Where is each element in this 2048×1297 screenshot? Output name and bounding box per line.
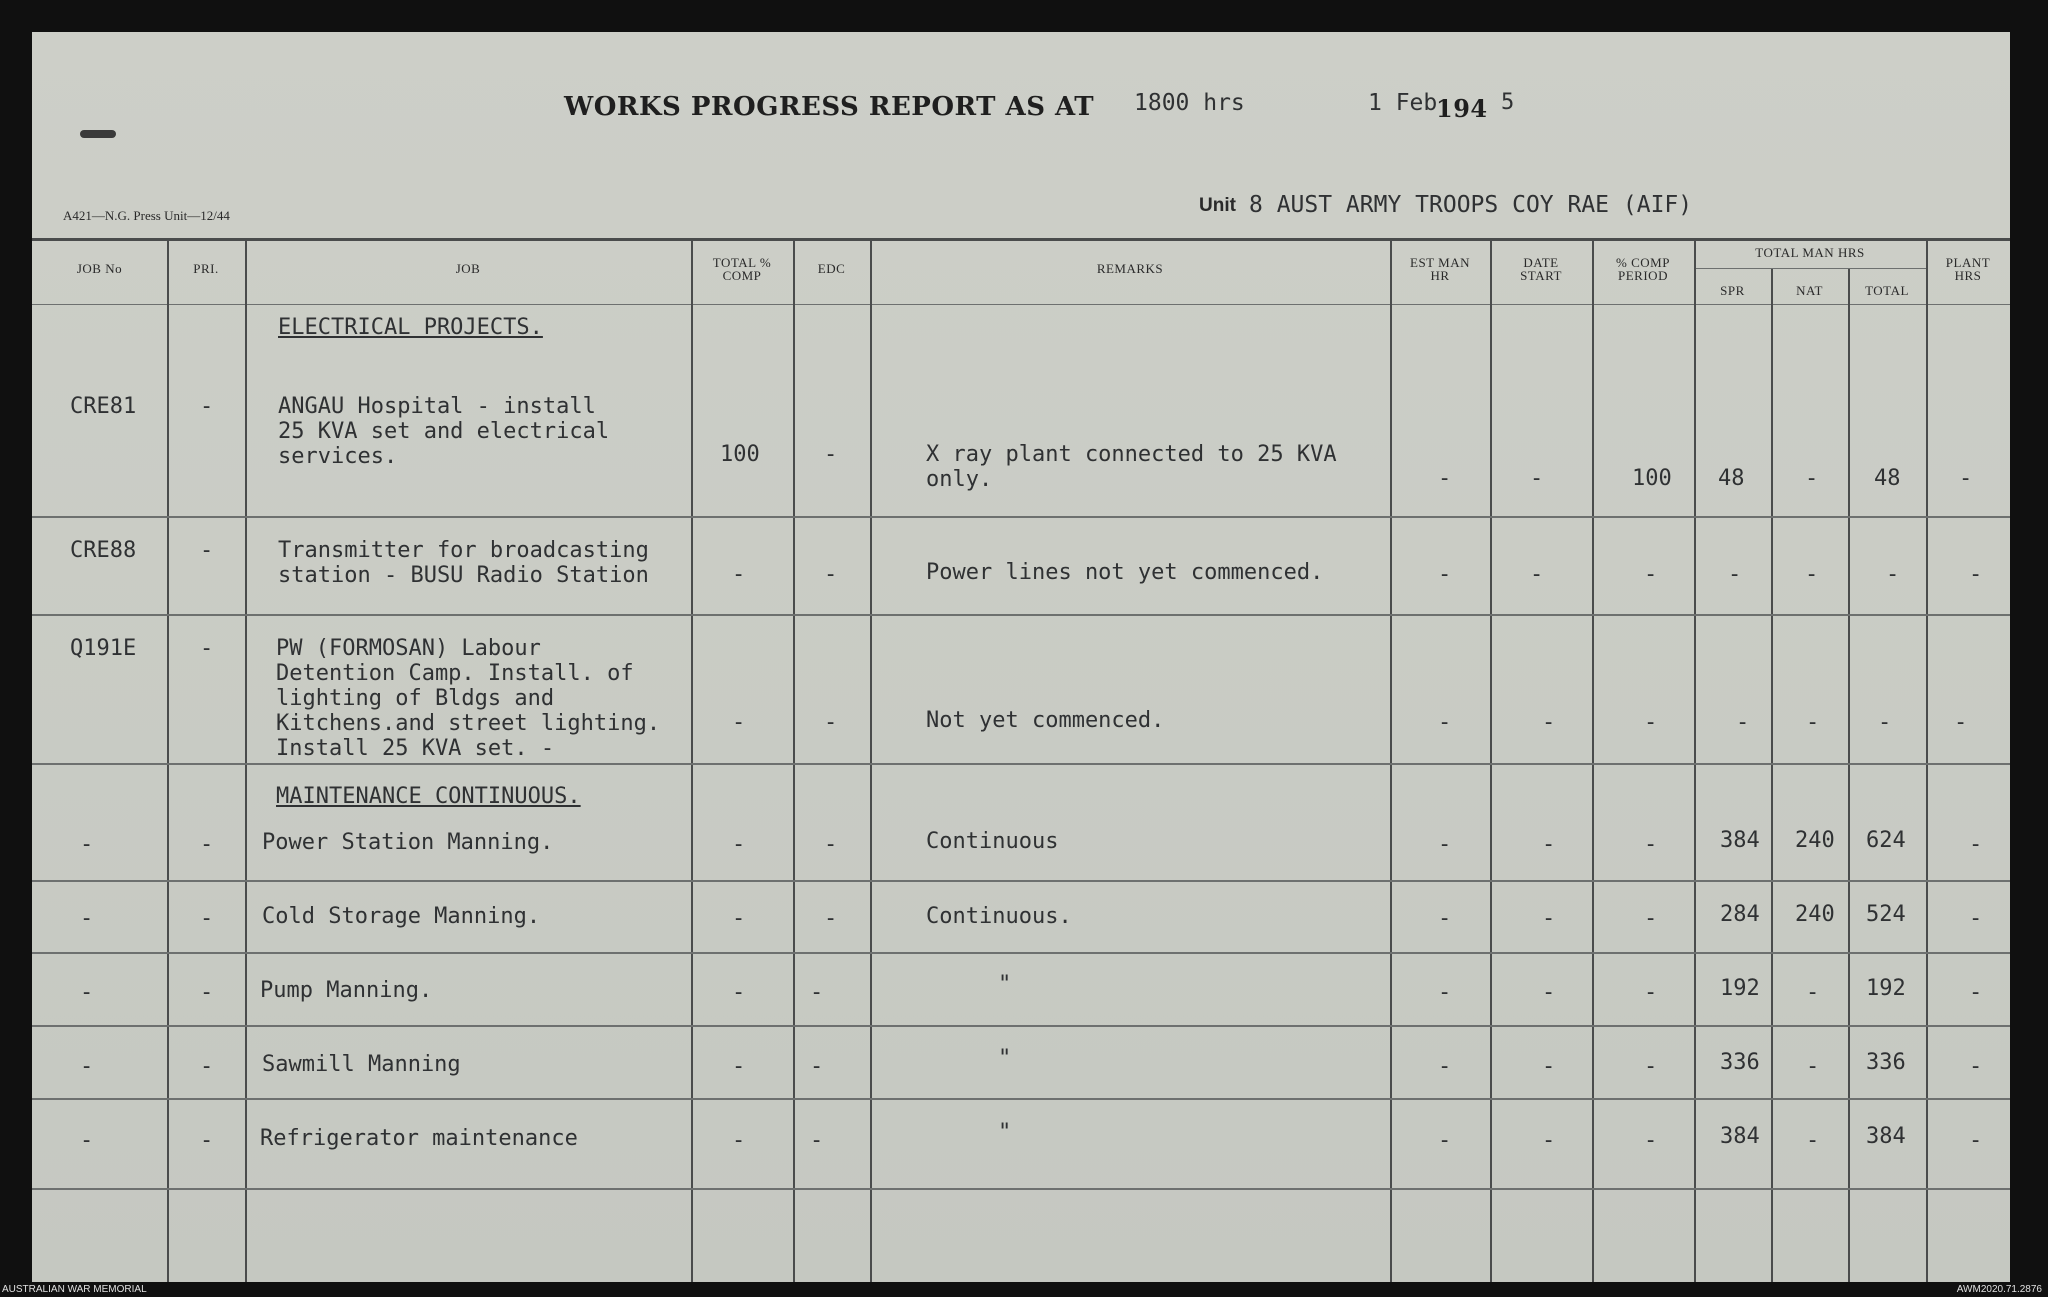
spr-hours: 48 — [1718, 466, 1745, 491]
total-comp: - — [732, 562, 746, 587]
col-job-no: JOB No — [76, 261, 123, 276]
job-line: station - BUSU Radio Station — [278, 563, 649, 588]
header-underline — [167, 304, 245, 305]
row-separator — [32, 1098, 2010, 1100]
job-description: Cold Storage Manning. — [262, 904, 541, 929]
nat-hours: 240 — [1795, 828, 1835, 853]
job-line: 25 KVA set and electrical — [278, 419, 610, 444]
plant-hours: - — [1954, 710, 1968, 735]
col-nat: NAT — [1796, 283, 1823, 298]
job-line: Detention Camp. Install. of — [276, 661, 634, 686]
est-man-hr: - — [1438, 980, 1452, 1005]
date-start: - — [1530, 466, 1544, 491]
row-separator — [32, 763, 2010, 765]
date-start: - — [1542, 832, 1556, 857]
remarks: Continuous. — [926, 904, 1072, 929]
remarks-line: only. — [926, 467, 993, 492]
spr-hours: 384 — [1720, 1124, 1760, 1149]
pct-comp-period: - — [1644, 832, 1658, 857]
header-underline — [870, 304, 1390, 305]
punch-mark — [80, 130, 116, 138]
header-underline — [245, 304, 691, 305]
col-edc: EDC — [817, 261, 846, 276]
job-no: - — [80, 1054, 94, 1079]
pct-comp-period: - — [1644, 710, 1658, 735]
row-separator — [32, 952, 2010, 954]
col-divider — [1771, 269, 1773, 1282]
total-hours: 48 — [1874, 466, 1901, 491]
col-pct-comp-line2: PERIOD — [1618, 268, 1668, 283]
plant-hours: - — [1969, 1128, 1983, 1153]
spr-hours: - — [1728, 562, 1742, 587]
job-line: PW (FORMOSAN) Labour — [276, 636, 541, 661]
job-no: CRE81 — [70, 394, 137, 419]
remarks: Power lines not yet commenced. — [926, 560, 1324, 585]
edc: - — [824, 710, 838, 735]
col-divider — [1694, 241, 1696, 1282]
est-man-hr: - — [1438, 710, 1452, 735]
priority: - — [200, 906, 214, 931]
date-start: - — [1542, 1054, 1556, 1079]
nat-hours: - — [1805, 466, 1819, 491]
report-date-day: 1 Feb — [1368, 90, 1438, 116]
edc: - — [810, 1128, 824, 1153]
total-comp: - — [732, 906, 746, 931]
col-total-comp-line2: COMP — [722, 268, 762, 283]
remarks — [926, 442, 1337, 492]
job-description — [278, 394, 609, 469]
date-start: - — [1542, 710, 1556, 735]
footer-institution: AUSTRALIAN WAR MEMORIAL — [2, 1284, 147, 1295]
unit-label: Unit — [1199, 195, 1236, 216]
total-hours: - — [1886, 562, 1900, 587]
priority: - — [200, 832, 214, 857]
total-hours: 524 — [1866, 902, 1906, 927]
col-date-start — [1490, 256, 1592, 282]
col-pri: PRI. — [193, 261, 219, 276]
job-line: Transmitter for broadcasting — [278, 538, 649, 563]
est-man-hr: - — [1438, 1054, 1452, 1079]
job-description: Refrigerator maintenance — [260, 1126, 578, 1151]
job-no: - — [80, 906, 94, 931]
col-pct-comp-line1: % COMP — [1616, 255, 1670, 270]
edc: - — [824, 832, 838, 857]
remarks: " — [998, 972, 1012, 997]
col-divider — [1390, 241, 1392, 1282]
nat-hours: - — [1805, 562, 1819, 587]
pct-comp-period: 100 — [1632, 466, 1672, 491]
est-man-hr: - — [1438, 466, 1452, 491]
job-description: Power Station Manning. — [262, 830, 554, 855]
date-start: - — [1542, 906, 1556, 931]
header-underline — [793, 304, 870, 305]
col-divider — [793, 241, 795, 1282]
col-total-comp-line1: TOTAL % — [712, 255, 772, 270]
row-separator — [32, 1025, 2010, 1027]
header-underline — [691, 304, 793, 305]
col-plant-line1: PLANT — [1945, 255, 1991, 270]
remarks-line: X ray plant connected to 25 KVA — [926, 442, 1337, 467]
est-man-hr: - — [1438, 832, 1452, 857]
remarks: " — [998, 1120, 1012, 1145]
remarks: " — [998, 1046, 1012, 1071]
col-est-man-line1: EST MAN — [1410, 255, 1470, 270]
report-date-year: 194 — [1436, 94, 1488, 123]
plant-hours: - — [1969, 980, 1983, 1005]
edc: - — [824, 562, 838, 587]
col-date-start-line1: DATE — [1523, 255, 1559, 270]
col-est-man-hr — [1390, 256, 1490, 282]
total-comp: - — [732, 1128, 746, 1153]
job-line: Kitchens.and street lighting. — [276, 711, 661, 736]
job-no: - — [80, 1128, 94, 1153]
report-time: 1800 hrs — [1134, 90, 1245, 116]
report-sheet — [32, 32, 2010, 1282]
col-divider — [167, 241, 169, 1282]
col-divider — [1848, 269, 1850, 1282]
total-hours: 192 — [1866, 976, 1906, 1001]
col-divider — [870, 241, 872, 1282]
pct-comp-period: - — [1644, 980, 1658, 1005]
section-maintenance: MAINTENANCE CONTINUOUS. — [276, 784, 581, 809]
report-title: WORKS PROGRESS REPORT AS AT — [564, 92, 1095, 122]
spr-hours: 284 — [1720, 902, 1760, 927]
unit-value: 8 AUST ARMY TROOPS COY RAE (AIF) — [1249, 192, 1693, 218]
col-total-man-hrs: TOTAL MAN HRS — [1755, 245, 1865, 260]
row-separator — [32, 880, 2010, 882]
total-man-hrs-divider — [1694, 268, 1926, 269]
col-remarks: REMARKS — [1096, 261, 1164, 276]
row-separator — [32, 1188, 2010, 1190]
priority: - — [200, 1054, 214, 1079]
form-reference: A421—N.G. Press Unit—12/44 — [63, 208, 230, 223]
pct-comp-period: - — [1644, 1128, 1658, 1153]
priority: - — [200, 980, 214, 1005]
job-line: ANGAU Hospital - install — [278, 394, 596, 419]
est-man-hr: - — [1438, 1128, 1452, 1153]
total-comp: - — [732, 710, 746, 735]
report-date-year-last: 5 — [1501, 90, 1515, 115]
pct-comp-period: - — [1644, 906, 1658, 931]
plant-hours: - — [1969, 906, 1983, 931]
edc: - — [824, 442, 838, 467]
total-comp: 100 — [720, 442, 760, 467]
remarks: Continuous — [926, 829, 1059, 854]
edc: - — [810, 1054, 824, 1079]
row-separator — [32, 516, 2010, 518]
priority: - — [200, 394, 214, 419]
job-no: CRE88 — [70, 538, 137, 563]
pct-comp-period: - — [1644, 1054, 1658, 1079]
date-start: - — [1530, 562, 1544, 587]
col-plant-line2: HRS — [1954, 268, 1982, 283]
pct-comp-period: - — [1644, 562, 1658, 587]
table-top-border — [32, 238, 2010, 241]
est-man-hr: - — [1438, 906, 1452, 931]
col-date-start-line2: START — [1520, 268, 1562, 283]
col-divider — [245, 241, 247, 1282]
col-spr: SPR — [1720, 283, 1745, 298]
col-job: JOB — [455, 261, 481, 276]
job-description — [278, 538, 649, 588]
col-pct-comp-period — [1592, 256, 1694, 282]
nat-hours: 240 — [1795, 902, 1835, 927]
total-hours: - — [1878, 710, 1892, 735]
job-no: - — [80, 832, 94, 857]
row-separator — [32, 614, 2010, 616]
job-description — [276, 636, 660, 761]
footer-accession: AWM2020.71.2876 — [1956, 1284, 2042, 1295]
nat-hours: - — [1806, 980, 1820, 1005]
total-hours: 624 — [1866, 828, 1906, 853]
spr-hours: - — [1736, 710, 1750, 735]
col-est-man-line2: HR — [1430, 268, 1450, 283]
total-comp: - — [732, 980, 746, 1005]
col-divider — [1490, 241, 1492, 1282]
col-total: TOTAL — [1865, 283, 1909, 298]
job-line: services. — [278, 444, 398, 469]
spr-hours: 192 — [1720, 976, 1760, 1001]
job-description: Sawmill Manning — [262, 1052, 461, 1077]
date-start: - — [1542, 980, 1556, 1005]
edc: - — [824, 906, 838, 931]
edc: - — [810, 980, 824, 1005]
nat-hours: - — [1806, 1054, 1820, 1079]
remarks: Not yet commenced. — [926, 708, 1165, 733]
plant-hours: - — [1959, 466, 1973, 491]
plant-hours: - — [1969, 1054, 1983, 1079]
col-divider — [1926, 241, 1928, 1282]
priority: - — [200, 1128, 214, 1153]
job-line: lighting of Bldgs and — [276, 686, 555, 711]
header-underline — [32, 304, 167, 305]
job-line: Install 25 KVA set. - — [276, 736, 555, 761]
job-no: - — [80, 980, 94, 1005]
section-electrical: ELECTRICAL PROJECTS. — [278, 315, 543, 340]
plant-hours: - — [1969, 562, 1983, 587]
job-description: Pump Manning. — [260, 978, 433, 1003]
total-comp: - — [732, 1054, 746, 1079]
spr-hours: 384 — [1720, 828, 1760, 853]
nat-hours: - — [1806, 710, 1820, 735]
date-start: - — [1542, 1128, 1556, 1153]
col-plant-hrs — [1926, 256, 2010, 282]
col-divider — [1592, 241, 1594, 1282]
total-comp: - — [732, 832, 746, 857]
est-man-hr: - — [1438, 562, 1452, 587]
nat-hours: - — [1806, 1128, 1820, 1153]
total-hours: 384 — [1866, 1124, 1906, 1149]
col-total-comp — [691, 256, 793, 282]
priority: - — [200, 538, 214, 563]
total-hours: 336 — [1866, 1050, 1906, 1075]
col-divider — [691, 241, 693, 1282]
job-no: Q191E — [70, 636, 137, 661]
priority: - — [200, 636, 214, 661]
header-underline — [1390, 304, 2010, 305]
spr-hours: 336 — [1720, 1050, 1760, 1075]
plant-hours: - — [1969, 832, 1983, 857]
